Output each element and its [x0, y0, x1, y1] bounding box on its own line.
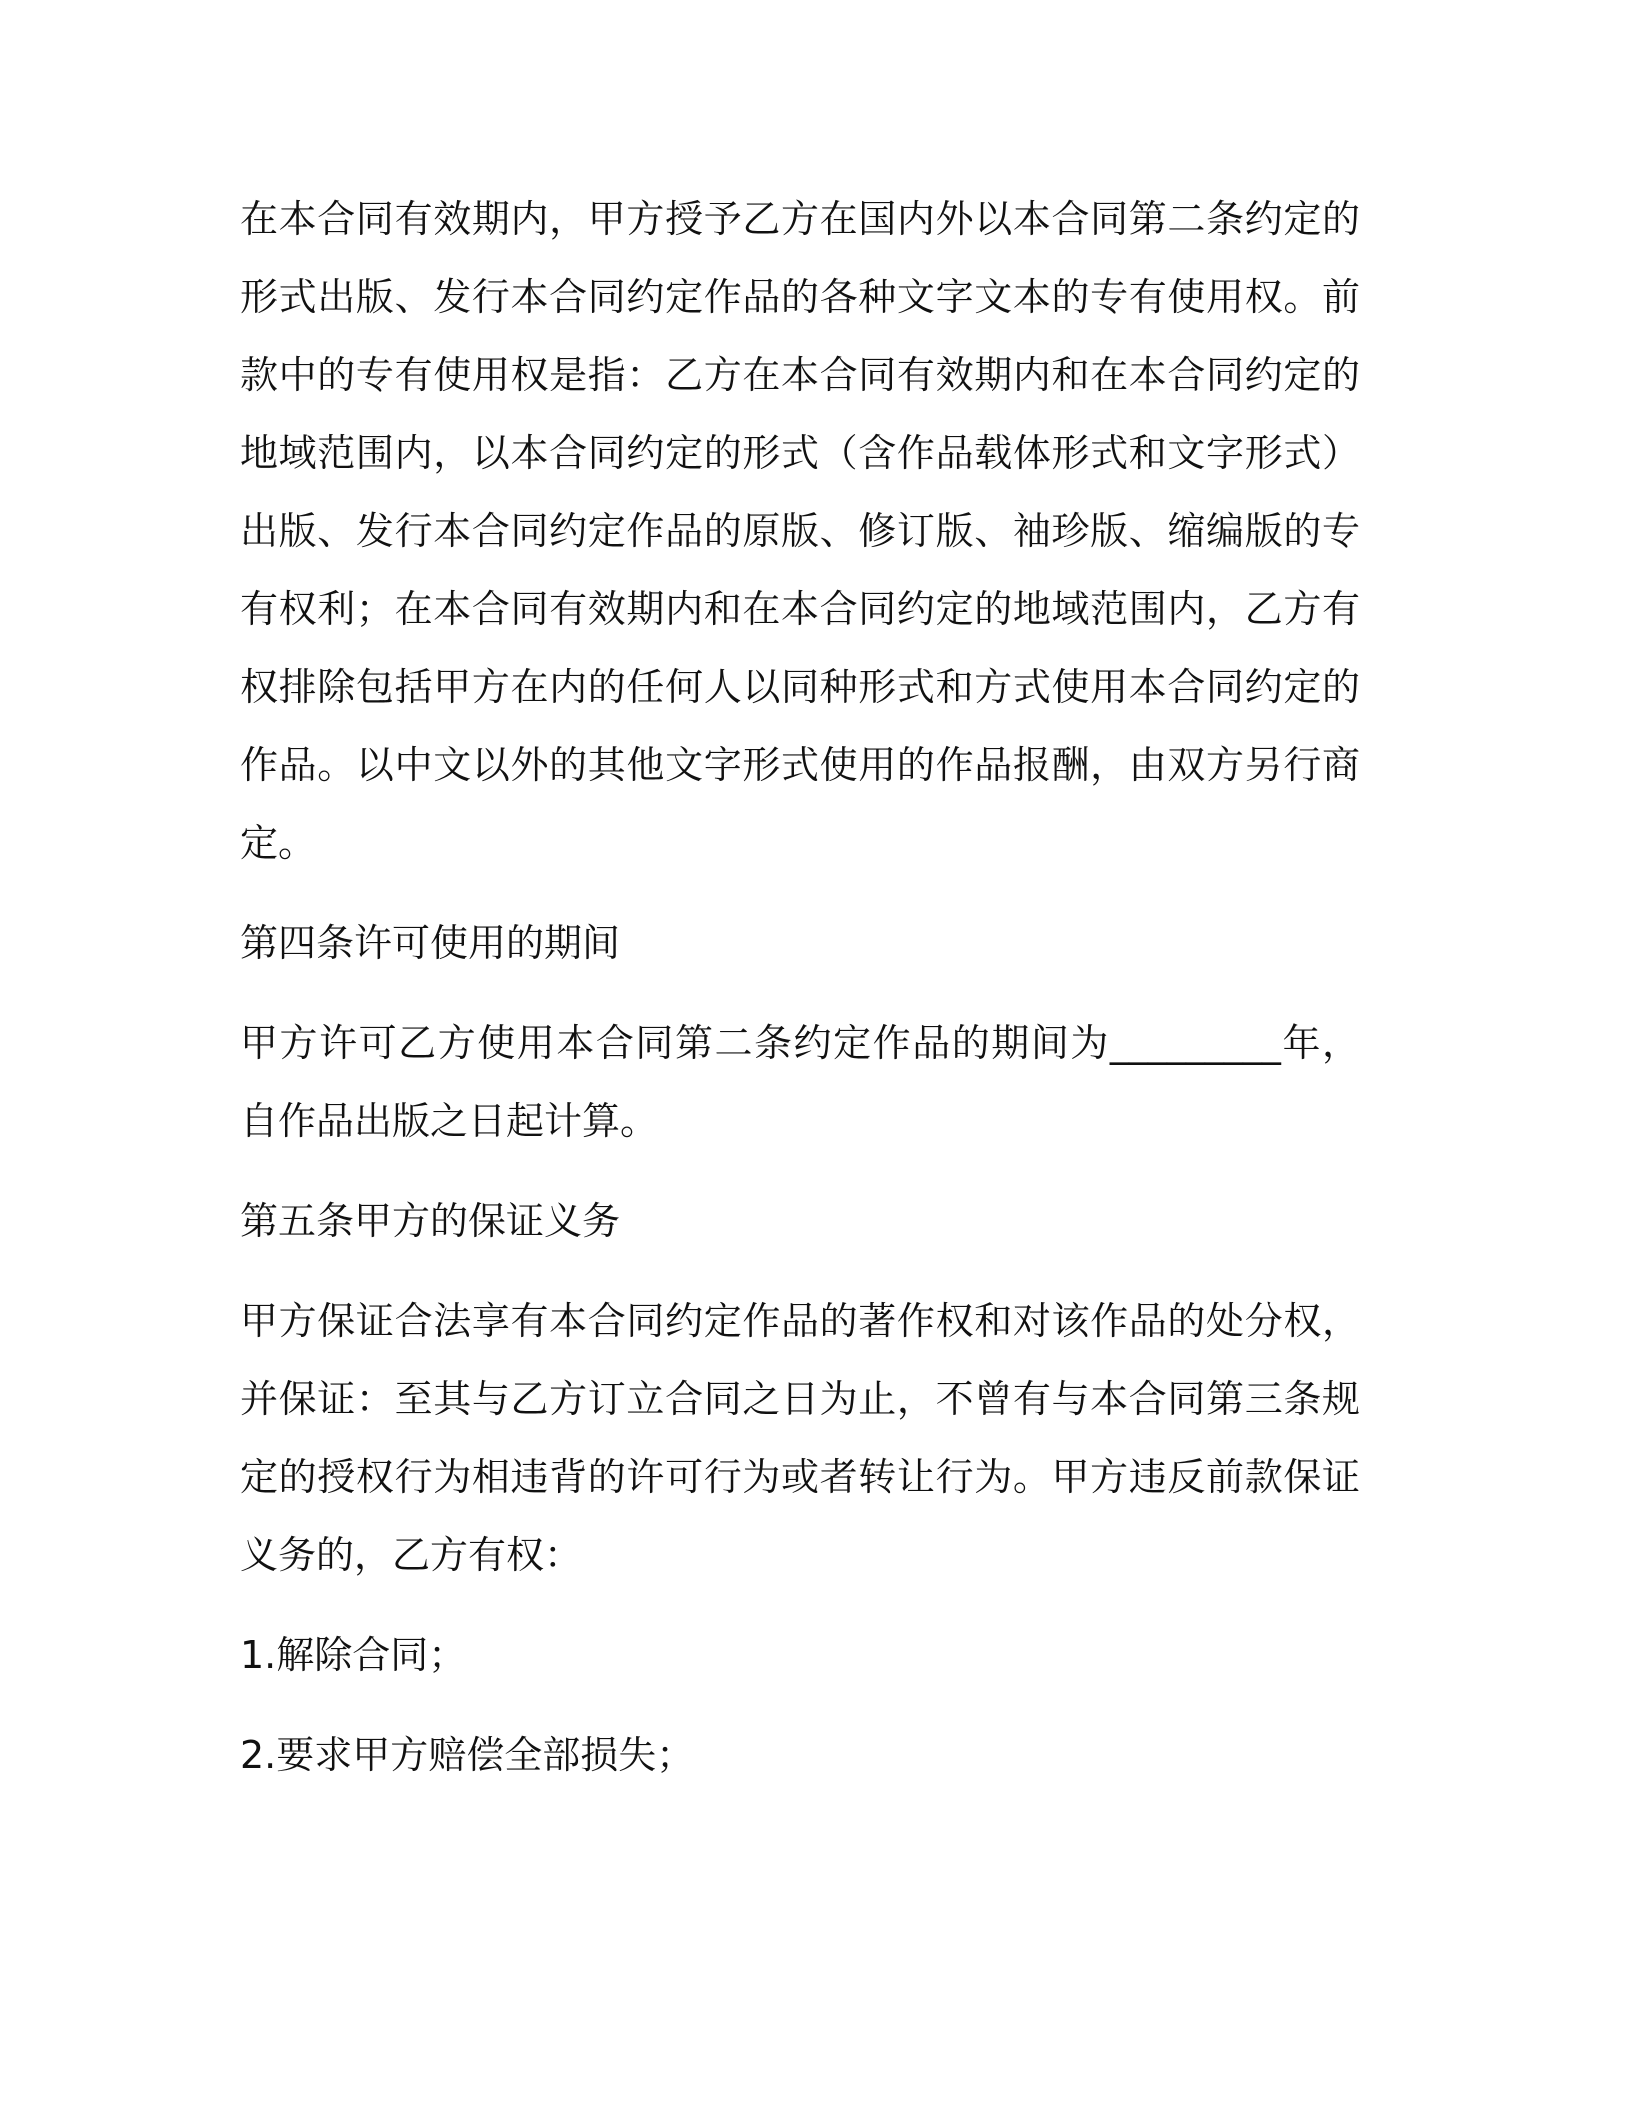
article-5-paragraph: 甲方保证合法享有本合同约定作品的著作权和对该作品的处分权，并保证：至其与乙方订立合同之日为止，不曾有与本合同第三条规定的授权行为相违背的许可行为或者转让行为。甲方违反前款保证义务的，乙方有权：	[240, 1299, 1360, 1577]
paragraph-spacer	[240, 882, 1360, 904]
remedy-item-2: 2.要求甲方赔偿全部损失；	[240, 1733, 695, 1777]
paragraph-spacer	[240, 982, 1360, 1004]
article-5-heading: 第五条甲方的保证义务	[240, 1199, 621, 1243]
article-4-heading: 第四条许可使用的期间	[240, 921, 621, 965]
license-scope-paragraph: 在本合同有效期内，甲方授予乙方在国内外以本合同第二条约定的形式出版、发行本合同约定作品的各种文字文本的专有使用权。前款中的专有使用权是指：乙方在本合同有效期内和在本合同约定的地域范围内，以本合同约定的形式（含作品载体形式和文字形式）出版、发行本合同约定作品的原版、修订版、袖珍版、缩编版的专有权利；在本合同有效期内和在本合同约定的地域范围内，乙方有权排除包括甲方在内的任何人以同种形式和方式使用本合同约定的作品。以中文以外的其他文字形式使用的作品报酬，由双方另行商定。	[240, 197, 1360, 865]
paragraph-spacer	[240, 1160, 1360, 1182]
article-4-paragraph: 甲方许可乙方使用本合同第二条约定作品的期间为_________年，自作品出版之日起计算。	[240, 1021, 1360, 1143]
paragraph-spacer	[240, 1694, 1360, 1716]
document-body	[240, 180, 1360, 1794]
paragraph-spacer	[240, 1260, 1360, 1282]
remedy-item-1: 1.解除合同；	[240, 1633, 467, 1677]
paragraph-spacer	[240, 1594, 1360, 1616]
